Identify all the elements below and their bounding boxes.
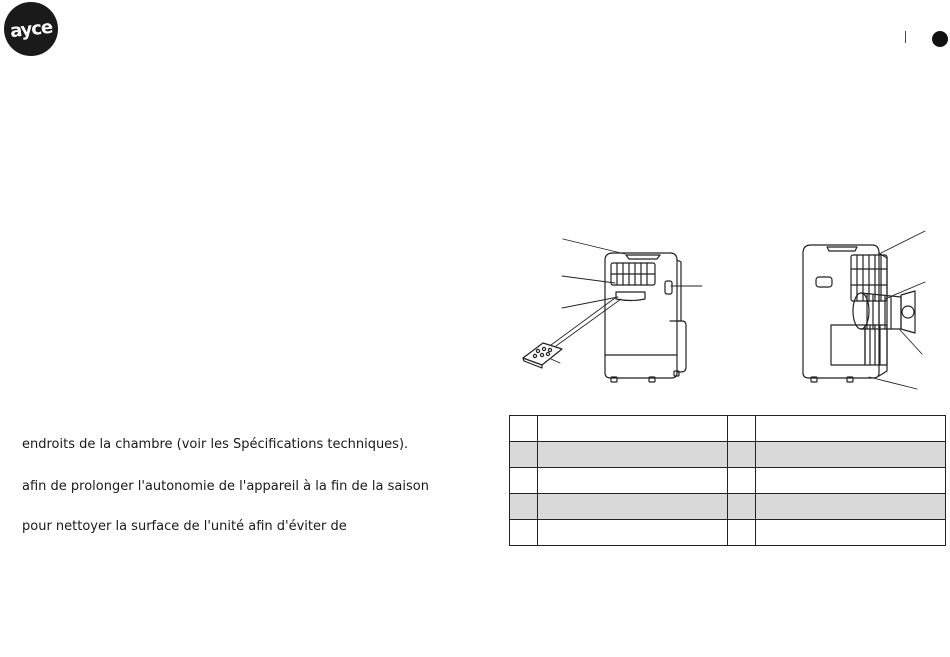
part-label-cell — [538, 494, 728, 520]
table-row — [510, 416, 946, 442]
body-text-line-2: afin de prolonger l'autonomie de l'appareil à la fin de la saison — [22, 479, 429, 494]
front-view-unit — [605, 253, 686, 382]
air-conditioner-diagram — [505, 225, 950, 390]
part-label-cell — [756, 494, 946, 520]
body-text-line-3: pour nettoyer la surface de l'unité afin d'éviter de — [22, 519, 347, 534]
part-label-cell — [538, 468, 728, 494]
parts-table — [509, 415, 946, 546]
part-number-cell — [728, 416, 756, 442]
part-label-cell — [538, 442, 728, 468]
part-label-cell — [538, 520, 728, 546]
part-number-cell — [728, 520, 756, 546]
remote-control — [523, 343, 562, 368]
part-label-cell — [756, 468, 946, 494]
brand-logo-text: ayce — [8, 16, 54, 42]
part-number-cell — [510, 520, 538, 546]
part-label-cell — [538, 416, 728, 442]
rear-view-unit — [803, 245, 915, 382]
part-label-cell — [756, 442, 946, 468]
part-label-cell — [756, 416, 946, 442]
brand-logo[interactable] — [4, 2, 58, 56]
table-row — [510, 494, 946, 520]
part-number-cell — [510, 494, 538, 520]
table-row — [510, 442, 946, 468]
header-divider — [905, 31, 906, 43]
part-number-cell — [510, 416, 538, 442]
part-number-cell — [728, 494, 756, 520]
part-number-cell — [510, 468, 538, 494]
part-number-cell — [728, 468, 756, 494]
table-row — [510, 520, 946, 546]
part-number-cell — [728, 442, 756, 468]
page-marker-dot — [932, 31, 948, 47]
part-number-cell — [510, 442, 538, 468]
part-label-cell — [756, 520, 946, 546]
table-row — [510, 468, 946, 494]
body-text-line-1: endroits de la chambre (voir les Spécifications techniques). — [22, 437, 409, 452]
